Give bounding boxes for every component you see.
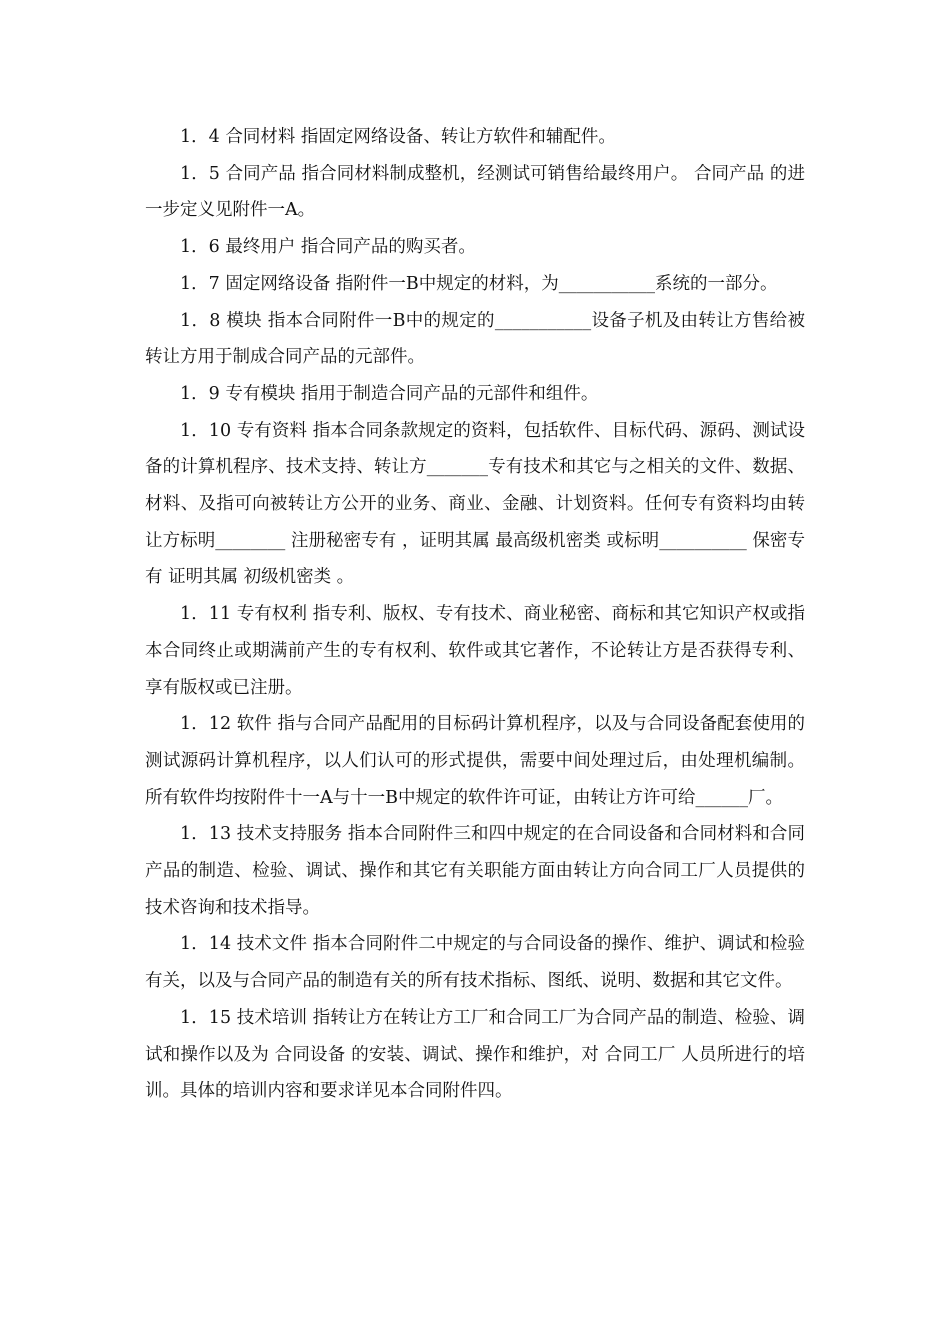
clause-1-13: 1．13 技术支持服务 指本合同附件三和四中规定的在合同设备和合同材料和合同产品的制造、检验、调试、操作和其它有关职能方面由转让方向合同工厂人员提供的技术咨询和技术指导。 <box>145 824 805 918</box>
clause-1-8: 1．8 模块 指本合同附件一B中的规定的___________设备子机及由转让方售给被转让方用于制成合同产品的元部件。 <box>145 310 805 368</box>
clause-1-9: 1．9 专有模块 指用于制造合同产品的元部件和组件。 <box>180 383 599 404</box>
clause-1-11: 1．11 专有权利 指专利、版权、专有技术、商业秘密、商标和其它知识产权或指本合同终止或期满前产生的专有权利、软件或其它著作，不论转让方是否获得专利、享有版权或已注册。 <box>145 604 805 698</box>
clause-1-12: 1．12 软件 指与合同产品配用的目标码计算机程序，以及与合同设备配套使用的测试源码计算机程序，以人们认可的形式提供，需要中间处理过后，由处理机编制。所有软件均按附件十一A与十一B中规定的软件许可证，由转让方许可给______厂。 <box>145 714 805 808</box>
clause-1-6: 1．6 最终用户 指合同产品的购买者。 <box>180 237 476 258</box>
clause-1-10: 1．10 专有资料 指本合同条款规定的资料，包括软件、目标代码、源码、测试设备的计算机程序、技术支持、转让方_______专有技术和其它与之相关的文件、数据、材料、及指可向被转让方公开的业务、商业、金融、计划资料。任何专有资料均由转让方标明________ 注册秘密专有 ，证明其属 最高级机密类 或标明__________ 保密专有 证明其属 初级机密类 。 <box>145 420 805 588</box>
clause-1-4: 1．4 合同材料 指固定网络设备、转让方软件和辅配件。 <box>180 127 616 147</box>
clause-1-5: 1．5 合同产品 指合同材料制成整机，经测试可销售给最终用户。 合同产品 的进一步定义见附件一A。 <box>145 163 805 221</box>
clause-1-15: 1．15 技术培训 指转让方在转让方工厂和合同工厂为合同产品的制造、检验、调试和操作以及为 合同设备 的安装、调试、操作和维护，对 合同工厂 人员所进行的培训。具体的培训内容和要求详见本合同附件四。 <box>145 1007 805 1102</box>
clause-1-7: 1．7 固定网络设备 指附件一B中规定的材料，为___________系统的一部分。 <box>180 273 778 294</box>
clause-1-14: 1．14 技术文件 指本合同附件二中规定的与合同设备的操作、维护、调试和检验有关，以及与合同产品的制造有关的所有技术指标、图纸、说明、数据和其它文件。 <box>145 934 805 992</box>
document-page <box>145 119 805 1110</box>
